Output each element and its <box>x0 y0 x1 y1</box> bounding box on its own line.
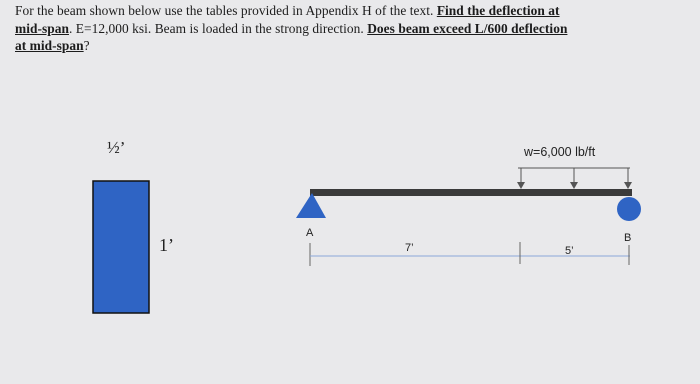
span-1-label: 7’ <box>405 242 414 254</box>
section-depth-label: 1’ <box>159 235 174 255</box>
load-arrow-2 <box>570 182 578 189</box>
beam-diagram <box>296 145 641 266</box>
problem-text-1: For the beam shown below use the tables provided in Appendix H of the text. <box>15 3 437 18</box>
support-a-pin <box>296 193 326 218</box>
problem-text-at-mid-span: at mid-span <box>15 38 84 53</box>
section-width-label: ½’ <box>107 138 126 157</box>
support-b-roller <box>617 197 641 221</box>
support-a-label: A <box>306 227 314 239</box>
problem-text-find-deflection: Find the deflection at <box>436 3 560 18</box>
span-2-label: 5’ <box>565 245 574 257</box>
section-rectangle <box>93 181 149 313</box>
load-arrow-3 <box>624 182 632 189</box>
cross-section <box>93 138 174 313</box>
problem-text-question-mark: ? <box>83 38 90 53</box>
problem-text-exceed-question: Does beam exceed L/600 deflection <box>367 20 568 36</box>
beam-bar <box>310 189 632 196</box>
support-b-label: B <box>624 232 632 244</box>
load-arrow-1 <box>517 182 525 189</box>
load-label: w=6,000 lb/ft <box>524 145 596 159</box>
problem-text-mid-span: mid-span <box>15 20 69 36</box>
problem-text-2: . E=12,000 ksi. Beam is loaded in the strong direction. <box>68 20 368 36</box>
